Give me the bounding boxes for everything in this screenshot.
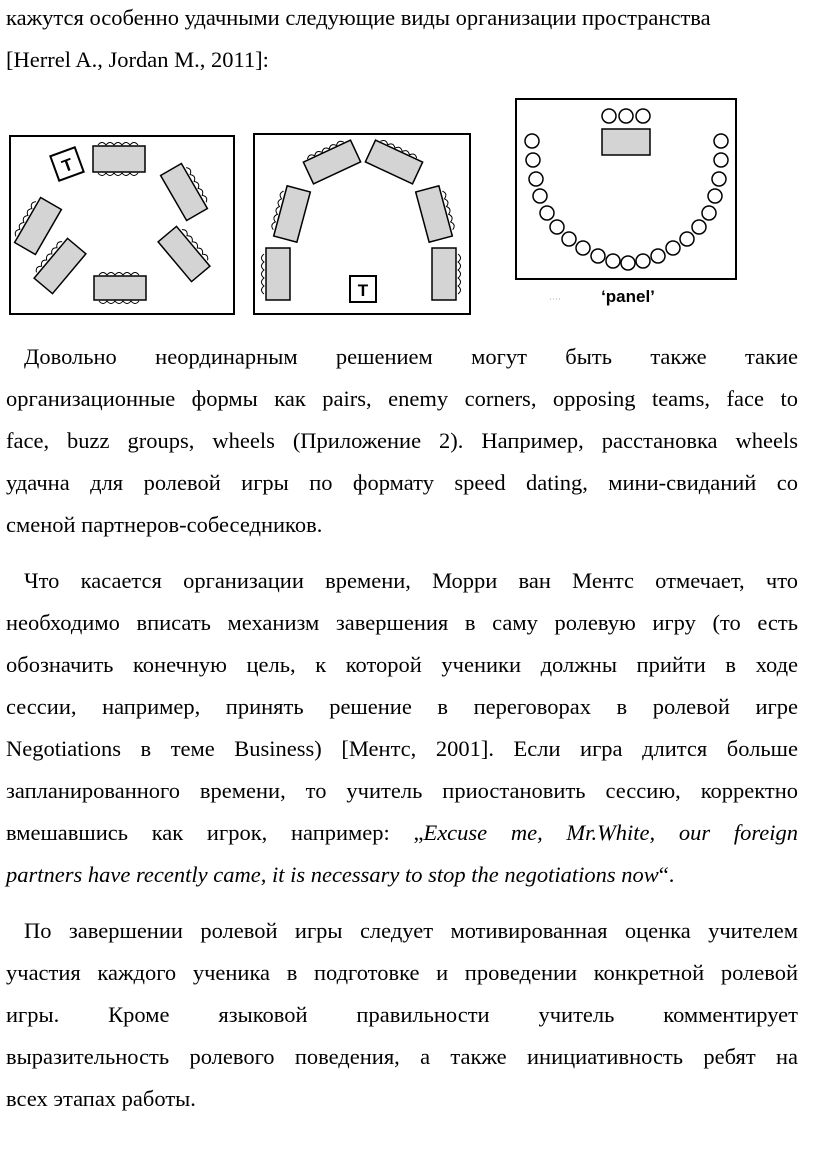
paragraph3-line-1: По завершении ролевой игры следует мотивированная оценка учителем [24, 918, 798, 943]
paragraph2-line-8 [6, 860, 798, 890]
paragraph2-line-1: Что касается организации времени, Морри ван Ментс отмечает, что [24, 568, 798, 593]
paragraph1-line-5: сменой партнеров-собеседников. [6, 512, 323, 537]
diagram-panel [512, 96, 742, 306]
paragraph3-line-3: игры. Кроме языковой правильности учитель комментирует [6, 1002, 798, 1027]
paragraph1-line-1: Довольно неординарным решением могут быть также такие [24, 344, 798, 369]
paragraph1-line-4: удачна для ролевой игры по формату speed dating, мини-свиданий со [6, 470, 798, 495]
desk [432, 248, 461, 300]
quote-end: partners have recently came, it is necessary to stop the negotiations now [6, 862, 659, 887]
paragraph1-line-3: face, buzz groups, wheels (Приложение 2). Например, расстановка wheels [6, 428, 798, 453]
diagram-circle-of-desks [0, 128, 240, 318]
paragraph3-line-2: участия каждого ученика в подготовке и проведении конкретной ролевой [6, 960, 798, 985]
desk [416, 185, 457, 243]
desk [302, 137, 361, 184]
paragraph3-line-4: выразительность ролевого поведения, а также инициативность ребят на [6, 1044, 798, 1069]
paragraph2-line-4: сессии, например, принять решение в переговорах в ролевой игре [6, 694, 798, 719]
teacher-marker: T [59, 154, 76, 177]
intro-line-2: [Herrel A., Jordan M., 2011]: [6, 47, 269, 72]
paragraph2-line-5: Negotiations в теме Business) [Ментс, 2001]. Если игра длится больше [6, 736, 798, 761]
teacher-box [350, 276, 376, 302]
desk [262, 248, 291, 300]
paragraph2-line-7-prefix: вмешавшись как игрок, например: „ [6, 820, 424, 845]
desk [11, 195, 62, 254]
teacher-marker: T [357, 281, 369, 300]
panel-table [602, 129, 650, 155]
panel-chairs [602, 109, 650, 123]
desk [158, 223, 213, 281]
paragraph1-line-2: организационные формы как pairs, enemy corners, opposing teams, face to [6, 386, 798, 411]
desk [161, 161, 212, 220]
paragraph2-line-6: запланированного времени, то учитель приостановить сессию, корректно [6, 778, 798, 803]
intro-line-1: кажутся особенно удачными следующие виды организации пространства [6, 5, 711, 30]
panel-caption: ‘panel’ [601, 287, 655, 306]
diagram-arc-of-desks [248, 128, 474, 318]
desk [269, 185, 310, 243]
desk [93, 143, 145, 176]
desk [94, 273, 146, 304]
teacher-box [50, 147, 83, 180]
paragraph2-line-8-suffix: “. [658, 862, 675, 887]
paragraph2-line-3: обозначить конечную цель, к которой ученики должны прийти в ходе [6, 652, 798, 677]
paragraph3-line-5: всех этапах работы. [6, 1086, 196, 1111]
desk [365, 137, 424, 184]
quote-start: Excuse me, Mr.White, our foreign [423, 820, 798, 845]
paragraph2-line-2: необходимо вписать механизм завершения в саму ролевую игру (то есть [6, 610, 798, 635]
paragraph2-line-7 [6, 818, 798, 848]
